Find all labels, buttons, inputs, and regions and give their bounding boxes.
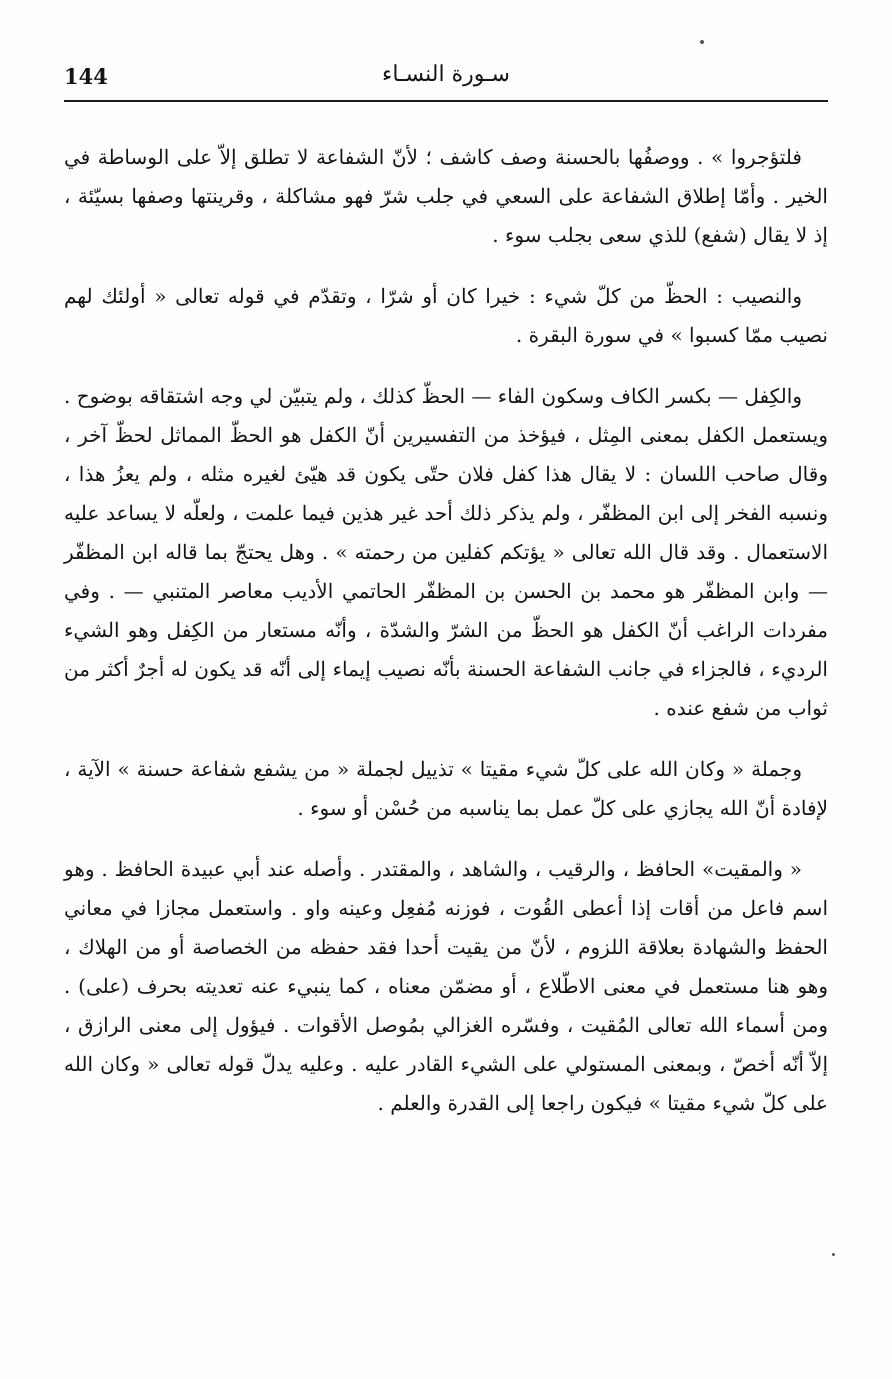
- scan-speck: [832, 1253, 835, 1256]
- page-number: 144: [64, 64, 108, 89]
- page-body: [64, 138, 828, 1123]
- paragraph: فلتؤجروا » . ووصفُها بالحسنة وصف كاشف ؛ لأنّ الشفاعة لا تطلق إلاّ على الوساطة في الخير . وأمّا إطلاق الشفاعة على السعي في جلب شرّ فهو مشاكلة ، وقرينتها وصفها بسيّئة ، إذ لا يقال (شفع) للذي سعى بجلب سوء .: [64, 145, 828, 247]
- running-title: سـورة النسـاء: [382, 62, 510, 87]
- header-rule: [64, 100, 828, 102]
- paragraph: وجملة « وكان الله على كلّ شيء مقيتا » تذييل لجملة « من يشفع شفاعة حسنة » الآية ، لإفادة أنّ الله يجازي على كلّ عمل بما يناسبه من حُسْن أو سوء .: [64, 757, 828, 820]
- scan-speck: [700, 40, 704, 44]
- paragraph: « والمقيت» الحافظ ، والرقيب ، والشاهد ، والمقتدر . وأصله عند أبي عبيدة الحافظ . وهو اسم فاعل من أقات إذا أعطى القُوت ، فوزنه مُفعِل وعينه واو . واستعمل مجازا في معاني الحفظ والشهادة بعلاقة اللزوم ، لأنّ من يقيت أحدا فقد حفظه من الخصاصة أو من الهلاك ، وهو هنا مستعمل في معنى الاطّلاع ، أو مضمّن معناه ، كما ينبيء عنه تعديته بحرف (على) . ومن أسماء الله تعالى المُقيت ، وفسّره الغزالي بمُوصل الأقوات . فيؤول إلى معنى الرازق ، إلاّ أنّه أخصّ ، وبمعنى المستولي على الشيء القادر عليه . وعليه يدلّ قوله تعالى « وكان الله على كلّ شيء مقيتا » فيكون راجعا إلى القدرة والعلم .: [64, 857, 828, 1115]
- paragraph: والكِفل — بكسر الكاف وسكون الفاء — الحظّ كذلك ، ولم يتبيّن لي وجه اشتقاقه بوضوح . ويستعمل الكفل بمعنى المِثل ، فيؤخذ من التفسيرين أنّ الكفل هو الحظّ المماثل لحظّ آخر ، وقال صاحب اللسان : لا يقال هذا كفل فلان حتّى يكون قد هيّئ لغيره مثله ، ولم يعزُ هذا ، ونسبه الفخر إلى ابن المظفّر ، ولم يذكر ذلك أحد غير هذين فيما علمت ، ولعلّه لا يساعد عليه الاستعمال . وقد قال الله تعالى « يؤتكم كفلين من رحمته » . وهل يحتجّ بما قاله ابن المظفّر — وابن المظفّر هو محمد بن الحسن بن المظفّر الحاتمي الأديب معاصر المتنبي — . وفي مفردات الراغب أنّ الكفل هو الحظّ من الشرّ والشدّة ، وأنّه مستعار من الكِفل وهو الشيء الرديء ، فالجزاء في جانب الشفاعة الحسنة بأنّه نصيب إيماء إلى أنّه قد يكون له أجرٌ أكثر من ثواب من شفع عنده .: [64, 384, 828, 720]
- page-header: [64, 60, 828, 96]
- paragraph: والنصيب : الحظّ من كلّ شيء : خيرا كان أو شرّا ، وتقدّم في قوله تعالى « أولئك لهم نصيب ممّا كسبوا » في سورة البقرة .: [64, 284, 828, 347]
